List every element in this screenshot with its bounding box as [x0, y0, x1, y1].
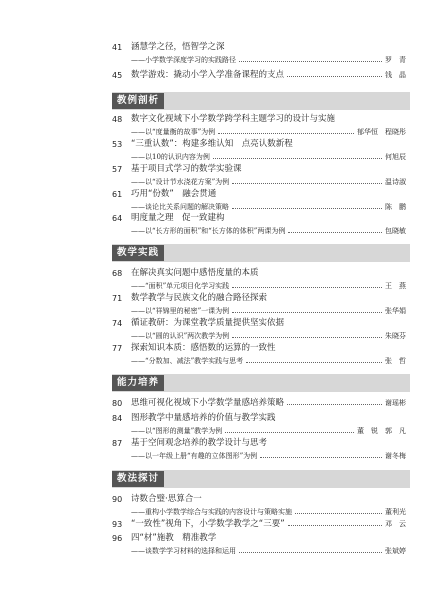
entry-author: 温诗淑: [385, 178, 406, 186]
entry-subtitle: ——以“设计节水浇花方案”为例: [131, 178, 230, 186]
entry-title: 探索知识本质：感悟数的运算的一致性: [131, 343, 276, 353]
entry-subtitle-line: [131, 177, 406, 187]
entry-subtitle: ——以“圆的认识”两次教学为例: [131, 332, 230, 340]
entry-title: “一致性”视角下，小学数学教学之“三要”: [131, 519, 285, 529]
entry-author: 何旭辰: [385, 153, 406, 161]
entry-page-number: 45: [112, 71, 123, 80]
dot-leader: [287, 70, 382, 77]
dot-leader: [239, 546, 382, 553]
dot-leader: [218, 127, 354, 134]
dot-leader: [295, 507, 382, 514]
entry-subtitle-line: [131, 202, 406, 212]
entry-title: 巧用“份数” 融会贯通: [131, 189, 217, 199]
entry-author: 张华娟: [385, 307, 406, 315]
entry-author: 张 哲: [385, 357, 406, 365]
section-header-teaching-practice: [112, 244, 410, 262]
entry-subtitle-line: [131, 152, 406, 162]
section-header-teaching-methods: [112, 470, 410, 488]
entry-title: 基于空间观念培养的教学设计与思考: [131, 438, 268, 448]
dot-leader: [213, 152, 382, 159]
entry-subtitle-line: [131, 55, 406, 65]
entry-author: 罗 青: [385, 56, 406, 64]
entry-page-number: 77: [112, 344, 123, 353]
section-title: 教学实践: [112, 245, 164, 261]
entry-title-line: [131, 70, 406, 81]
entry-title: 数字文化视域下小学数学跨学科主题学习的设计与实施: [131, 114, 336, 124]
entry-subtitle-line: [131, 451, 406, 461]
entry-page-number: 90: [112, 495, 123, 504]
entry-title: 基于项目式学习的数学实验课: [131, 164, 242, 174]
entry-page-number: 74: [112, 319, 123, 328]
entry-author: 朱晓芬: [385, 332, 406, 340]
entry-subtitle: ——“分数加、减法”教学实践与思考: [131, 357, 244, 365]
entry-page-number: 61: [112, 190, 123, 199]
section-title: 教法探讨: [112, 471, 164, 487]
entry-author: 钱 晶: [385, 71, 406, 79]
dot-leader: [225, 426, 354, 433]
entry-title: 涵慧学之径，悟智学之深: [131, 42, 225, 52]
entry-author: 谢冬梅: [385, 452, 406, 460]
dot-leader: [232, 306, 382, 313]
entry-subtitle: ——重构小学数学综合与实践的内容设计与策略实施: [131, 508, 292, 516]
entry-title: 思维可视化视域下小学数学量感培养策略: [131, 398, 285, 408]
entry-subtitle: ——以10的认识内容为例: [131, 153, 210, 161]
entry-subtitle: ——“面积”单元项目化学习实践: [131, 282, 230, 290]
entry-page-number: 80: [112, 399, 123, 408]
dot-leader: [246, 356, 382, 363]
entry-title: 图形教学中量感培养的价值与教学实践: [131, 413, 276, 423]
entry-page-number: 96: [112, 534, 123, 543]
entry-author: 谢瑶彬: [385, 399, 406, 407]
entry-subtitle-line: [131, 226, 406, 236]
entry-subtitle-line: [131, 281, 406, 291]
entry-page-number: 41: [112, 43, 123, 52]
entry-subtitle: ——以一年级上册“有趣的立体图形”为例: [131, 452, 258, 460]
entry-title: “三重认数”：构建多维认知 点亮认数新程: [131, 139, 293, 149]
entry-subtitle-line: [131, 127, 406, 137]
entry-author: 陈 鹏: [385, 203, 406, 211]
entry-subtitle-line: [131, 356, 406, 366]
entry-author: 董 锐 郭 凡: [357, 427, 406, 435]
entry-author: 张斌婷: [385, 547, 406, 555]
entry-page-number: 57: [112, 165, 123, 174]
entry-title: 循证教研：为课堂教学质量提供坚实依据: [131, 318, 285, 328]
entry-title: 数学游戏：撬动小学入学准备课程的支点: [131, 70, 285, 80]
dot-leader: [288, 226, 382, 233]
entry-subtitle: ——以“图形的测量”教学为例: [131, 427, 223, 435]
dot-leader: [232, 177, 382, 184]
section-title: 能力培养: [112, 375, 164, 391]
entry-page-number: 84: [112, 414, 123, 423]
entry-subtitle-line: [131, 426, 406, 436]
entry-subtitle-line: [131, 331, 406, 341]
entry-page-number: 93: [112, 520, 123, 529]
entry-subtitle: ——以“度量衡的故事”为例: [131, 128, 216, 136]
entry-title: 诗数合璧·思算合一: [131, 494, 202, 504]
dot-leader: [288, 519, 382, 526]
entry-page-number: 48: [112, 115, 123, 124]
entry-subtitle: ——谈数学学习材料的选择和运用: [131, 547, 236, 555]
entry-subtitle-line: [131, 546, 406, 556]
dot-leader: [239, 55, 382, 62]
entry-author: 邓 云: [385, 520, 406, 528]
section-title: 教例剖析: [112, 93, 164, 109]
entry-subtitle-line: [131, 306, 406, 316]
entry-title: 四“材”施教 精准教学: [131, 533, 217, 543]
entry-page-number: 53: [112, 140, 123, 149]
entry-title: 数学教学与民族文化的融合路径探索: [131, 293, 268, 303]
entry-subtitle-line: [131, 507, 406, 517]
dot-leader: [260, 451, 382, 458]
dot-leader: [232, 202, 382, 209]
section-header-teaching-cases: [112, 92, 410, 110]
entry-subtitle: ——以“祥锦里的秘密”一课为例: [131, 307, 230, 315]
entry-page-number: 87: [112, 439, 123, 448]
entry-title-line: [131, 398, 406, 409]
entry-title: 明度量之理 促一致建构: [131, 213, 225, 223]
entry-author: 董利光: [385, 508, 406, 516]
entry-author: 王 燕: [385, 282, 406, 290]
entry-title-line: [131, 519, 406, 530]
section-header-ability-cultivation: [112, 374, 410, 392]
entry-subtitle: ——谈论比关系问题的解决策略: [131, 203, 229, 211]
entry-page-number: 71: [112, 294, 123, 303]
entry-subtitle: ——以“长方形的面积”和“长方体的体积”两课为例: [131, 227, 286, 235]
dot-leader: [287, 398, 382, 405]
entry-subtitle: ——小学数学深度学习的实践路径: [131, 56, 236, 64]
entry-page-number: 68: [112, 269, 123, 278]
entry-title: 在解决真实问题中感悟度量的本质: [131, 268, 259, 278]
entry-author: 郁华恒 程晓彤: [357, 128, 406, 136]
dot-leader: [232, 331, 382, 338]
dot-leader: [232, 281, 382, 288]
entry-author: 包晓敏: [385, 227, 406, 235]
entry-page-number: 64: [112, 214, 123, 223]
